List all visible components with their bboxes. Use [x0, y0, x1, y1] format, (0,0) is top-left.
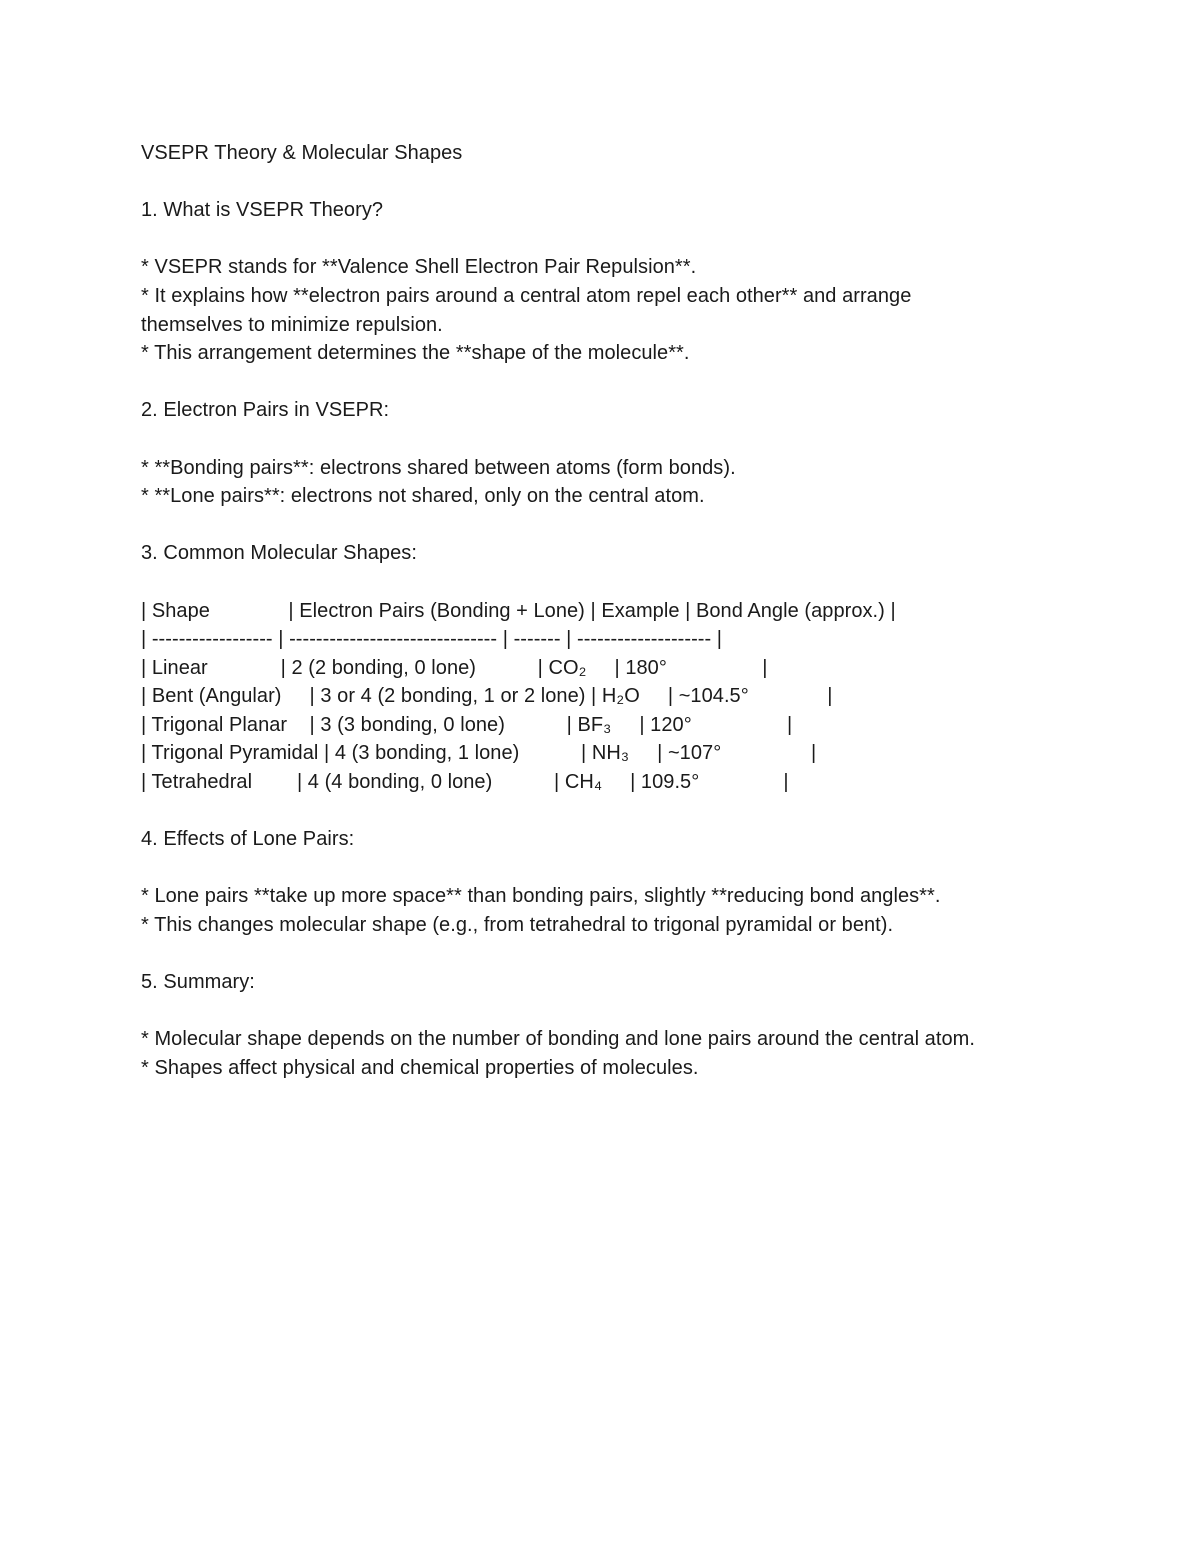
- spacer: [141, 940, 1101, 969]
- document-title: VSEPR Theory & Molecular Shapes: [141, 142, 463, 164]
- section-4-bullet: * This changes molecular shape (e.g., from tetrahedral to trigonal pyramidal or bent).: [141, 914, 894, 937]
- spacer: [141, 225, 1101, 254]
- section-5-bullet: * Molecular shape depends on the number of bonding and lone pairs around the central atom.: [141, 1028, 975, 1051]
- section-2-bullet: * **Lone pairs**: electrons not shared, only on the central atom.: [141, 485, 705, 508]
- table-header-line: | Shape | Electron Pairs (Bonding + Lone) | Example | Bond Angle (approx.) |: [141, 599, 896, 622]
- section-3-heading: 3. Common Molecular Shapes:: [141, 542, 417, 565]
- table-row-line: | Linear | 2 (2 bonding, 0 lone) | CO₂ | 180° |: [141, 656, 768, 679]
- spacer: [141, 168, 1101, 197]
- table-row-line: | Bent (Angular) | 3 or 4 (2 bonding, 1 or 2 lone) | H₂O | ~104.5° |: [141, 685, 833, 708]
- document-page: [141, 139, 1101, 1083]
- section-2-heading: 2. Electron Pairs in VSEPR:: [141, 399, 390, 422]
- section-1-bullet: * This arrangement determines the **shape of the molecule**.: [141, 342, 690, 365]
- table-separator-line: | ------------------ | ------------------------------- | ------- | -------------------- |: [141, 628, 723, 651]
- section-2-bullet: * **Bonding pairs**: electrons shared between atoms (form bonds).: [141, 456, 736, 479]
- section-5-bullet: * Shapes affect physical and chemical properties of molecules.: [141, 1057, 699, 1079]
- section-1-bullet-continuation: themselves to minimize repulsion.: [141, 313, 443, 336]
- section-4-bullet: * Lone pairs **take up more space** than bonding pairs, slightly **reducing bond angles**.: [141, 885, 941, 908]
- spacer: [141, 511, 1101, 540]
- spacer: [141, 854, 1101, 883]
- table-row-line: | Trigonal Planar | 3 (3 bonding, 0 lone) | BF₃ | 120° |: [141, 713, 793, 736]
- section-5-heading: 5. Summary:: [141, 971, 255, 994]
- section-4-heading: 4. Effects of Lone Pairs:: [141, 828, 355, 851]
- section-1-heading: 1. What is VSEPR Theory?: [141, 199, 384, 222]
- section-1-bullet: * It explains how **electron pairs around a central atom repel each other** and arrange: [141, 284, 912, 307]
- section-1-bullet: * VSEPR stands for **Valence Shell Electron Pair Repulsion**.: [141, 256, 697, 279]
- spacer: [141, 997, 1101, 1026]
- spacer: [141, 368, 1101, 397]
- spacer: [141, 425, 1101, 454]
- spacer: [141, 568, 1101, 597]
- spacer: [141, 797, 1101, 826]
- table-row-line: | Trigonal Pyramidal | 4 (3 bonding, 1 lone) | NH₃ | ~107° |: [141, 742, 817, 765]
- table-row-line: | Tetrahedral | 4 (4 bonding, 0 lone) | CH₄ | 109.5° |: [141, 771, 789, 794]
